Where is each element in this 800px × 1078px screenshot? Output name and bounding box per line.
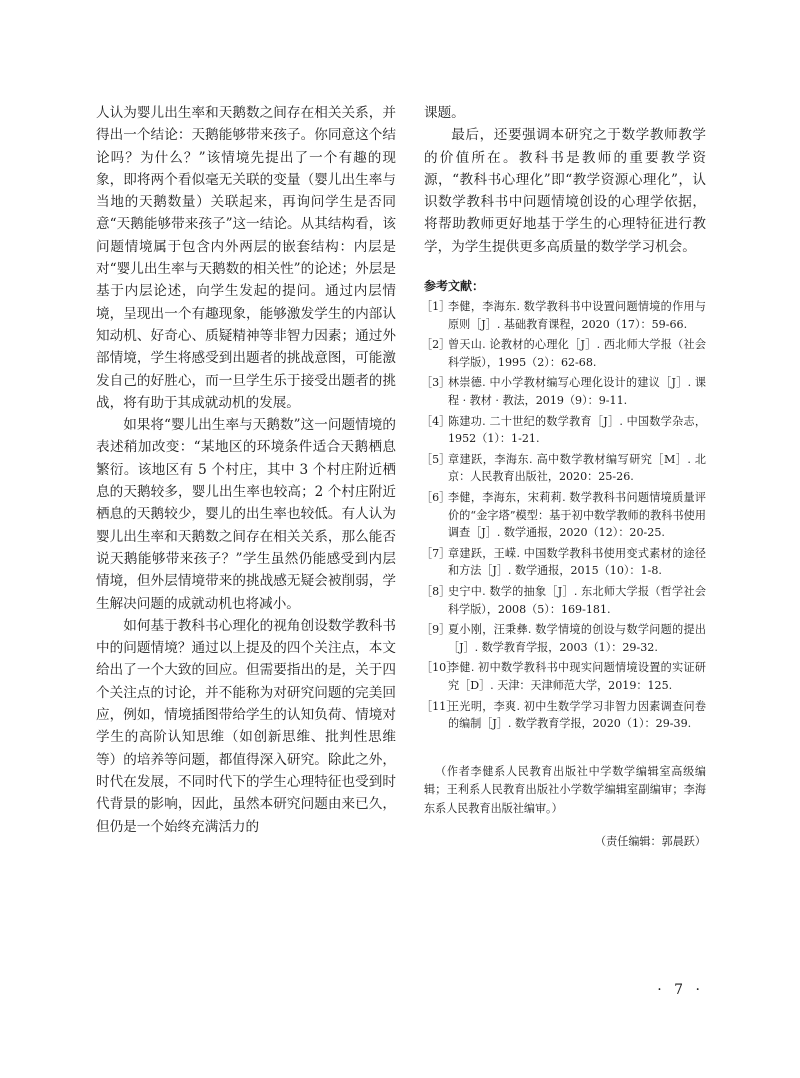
reference-item [421, 451, 706, 486]
reference-number: ［1］ [421, 300, 451, 314]
references-heading: 参考文献： [424, 279, 485, 294]
reference-item [421, 698, 706, 733]
reference-item [421, 583, 706, 618]
reference-item [421, 659, 706, 694]
reference-text: 夏小刚，汪秉彝. 数学情境的创设与数学问题的提出［J］. 数学教育学报，2003（1）：29-32. [448, 623, 706, 654]
body-paragraph-5: 最后，还要强调本研究之于数学教师教学的价值所在。教科书是教师的重要教学资源，“教科书心理化”即“教学资源心理化”，认识数学教科书中问题情境创设的心理学依据，将帮助教师更好地基于学生的心理特征进行教学，为学生提供更多高质量的数学学习机会。 [424, 127, 706, 255]
reference-item [421, 545, 706, 580]
reference-list [421, 298, 706, 733]
reference-text: 林崇德. 中小学教材编写心理化设计的建议［J］. 课程 · 教材 · 教法，2019（9）：9-11. [448, 376, 706, 408]
editor-note: （责任编辑：郭晨跃） [595, 834, 706, 848]
right-column [421, 102, 706, 851]
reference-number: ［2］ [421, 338, 451, 352]
reference-item [421, 336, 706, 371]
body-paragraph-3: 如何基于教科书心理化的视角创设数学教科书中的问题情境？通过以上提及的四个关注点，本文给出了一个大致的回应。但需要指出的是，关于四个关注点的讨论，并不能称为对研究问题的完美回应，例如，情境插图带给学生的认知负荷、情境对学生的高阶认知思维（如创新思维、批判性思维等）的培养等问题，都值得深入研究。除此之外，时代在发展，不同时代下的学生心理特征也受到时代背景的影响，因此，虽然本研究问题由来已久，但仍是一个始终充满活力的 [96, 617, 396, 835]
reference-number: ［9］ [421, 623, 451, 637]
body-paragraph-4: 课题。 [424, 105, 465, 121]
reference-number: ［5］ [421, 452, 451, 466]
reference-text: 章建跃，王嵘. 中国数学教科书使用变式素材的途径和方法［J］. 数学通报，2015（10）：1-8. [448, 546, 706, 578]
reference-text: 章建跃，李海东. 高中数学教材编写研究［M］. 北京：人民教育出版社，2020：25-26. [448, 452, 706, 484]
reference-number: ［3］ [421, 376, 451, 390]
reference-number: ［4］ [421, 414, 451, 428]
body-paragraph-1: 人认为婴儿出生率和天鹅数之间存在相关关系，并得出一个结论：天鹅能够带来孩子。你同意这个结论吗？为什么？”该情境先提出了一个有趣的现象，即将两个看似毫无关联的变量（婴儿出生率与当地的天鹅数量）关联起来，再询问学生是否同意“天鹅能够带来孩子”这一结论。从其结构看，该问题情境属于包含内外两层的嵌套结构：内层是对“婴儿出生率与天鹅数的相关性”的论述；外层是基于内层论述，向学生发起的提问。通过内层情境，呈现出一个有趣现象，能够激发学生的内部认知动机、好奇心、质疑精神等非智力因素；通过外部情境，学生将感受到出题者的挑战意图，可能激发自己的好胜心，而一旦学生乐于接受出题者的挑战，将有助于其成就动机的发展。 [96, 105, 396, 411]
reference-text: 李健，李海东，宋莉莉. 数学教科书问题情境质量评价的“金字塔”模型：基于初中数学教师的教科书使用调查［J］. 数学通报，2020（12）：20-25. [448, 491, 706, 540]
author-note: （作者李健系人民教育出版社中学数学编辑室高级编辑；王利系人民教育出版社小学数学编辑室副编审；李海东系人民教育出版社编审。） [424, 764, 706, 815]
reference-number: ［8］ [421, 584, 451, 598]
left-column [96, 102, 396, 838]
body-paragraph-2: 如果将“婴儿出生率与天鹅数”这一问题情境的表述稍加改变：“某地区的环境条件适合天鹅栖息繁衍。该地区有 5 个村庄，其中 3 个村庄附近栖息的天鹅较多，婴儿出生率也较高；2 个村庄附近栖息的天鹅较少，婴儿的出生率也较低。有人认为婴儿出生率和天鹅数之间存在相关关系，那么能否说天鹅能够带来孩子？”学生虽然仍能感受到内层情境，但外层情境带来的挑战感无疑会被削弱，学生解决问题的成就动机也将减小。 [96, 417, 396, 612]
reference-text: 王光明，李爽. 初中生数学学习非智力因素调查问卷的编制［J］. 数学教育学报，2020（1）：29-39. [448, 699, 706, 731]
reference-text: 李健，李海东. 数学教科书中设置问题情境的作用与原则［J］. 基础教育课程，2020（17）：59-66. [448, 300, 706, 331]
reference-number: ［11］ [421, 699, 458, 713]
reference-item [421, 621, 706, 656]
reference-text: 陈建功. 二十世纪的数学教育［J］. 中国数学杂志，1952（1）：1-21. [448, 414, 706, 446]
reference-number: ［10］ [421, 661, 458, 675]
reference-item [421, 489, 706, 542]
reference-item [421, 413, 706, 448]
page-number: · 7 · [657, 982, 704, 998]
reference-item [421, 298, 706, 333]
reference-text: 曾天山. 论教材的心理化［J］. 西北师大学报（社会科学版），1995（2）：62-68. [448, 338, 706, 369]
reference-text: 李健. 初中数学教科书中现实问题情境设置的实证研究［D］. 天津：天津师范大学，2019：125. [448, 661, 706, 692]
reference-number: ［7］ [421, 546, 451, 560]
reference-number: ［6］ [421, 491, 451, 505]
reference-text: 史宁中. 数学的抽象［J］. 东北师大学报（哲学社会科学版），2008（5）：169-181. [448, 584, 706, 616]
reference-item [421, 374, 706, 409]
